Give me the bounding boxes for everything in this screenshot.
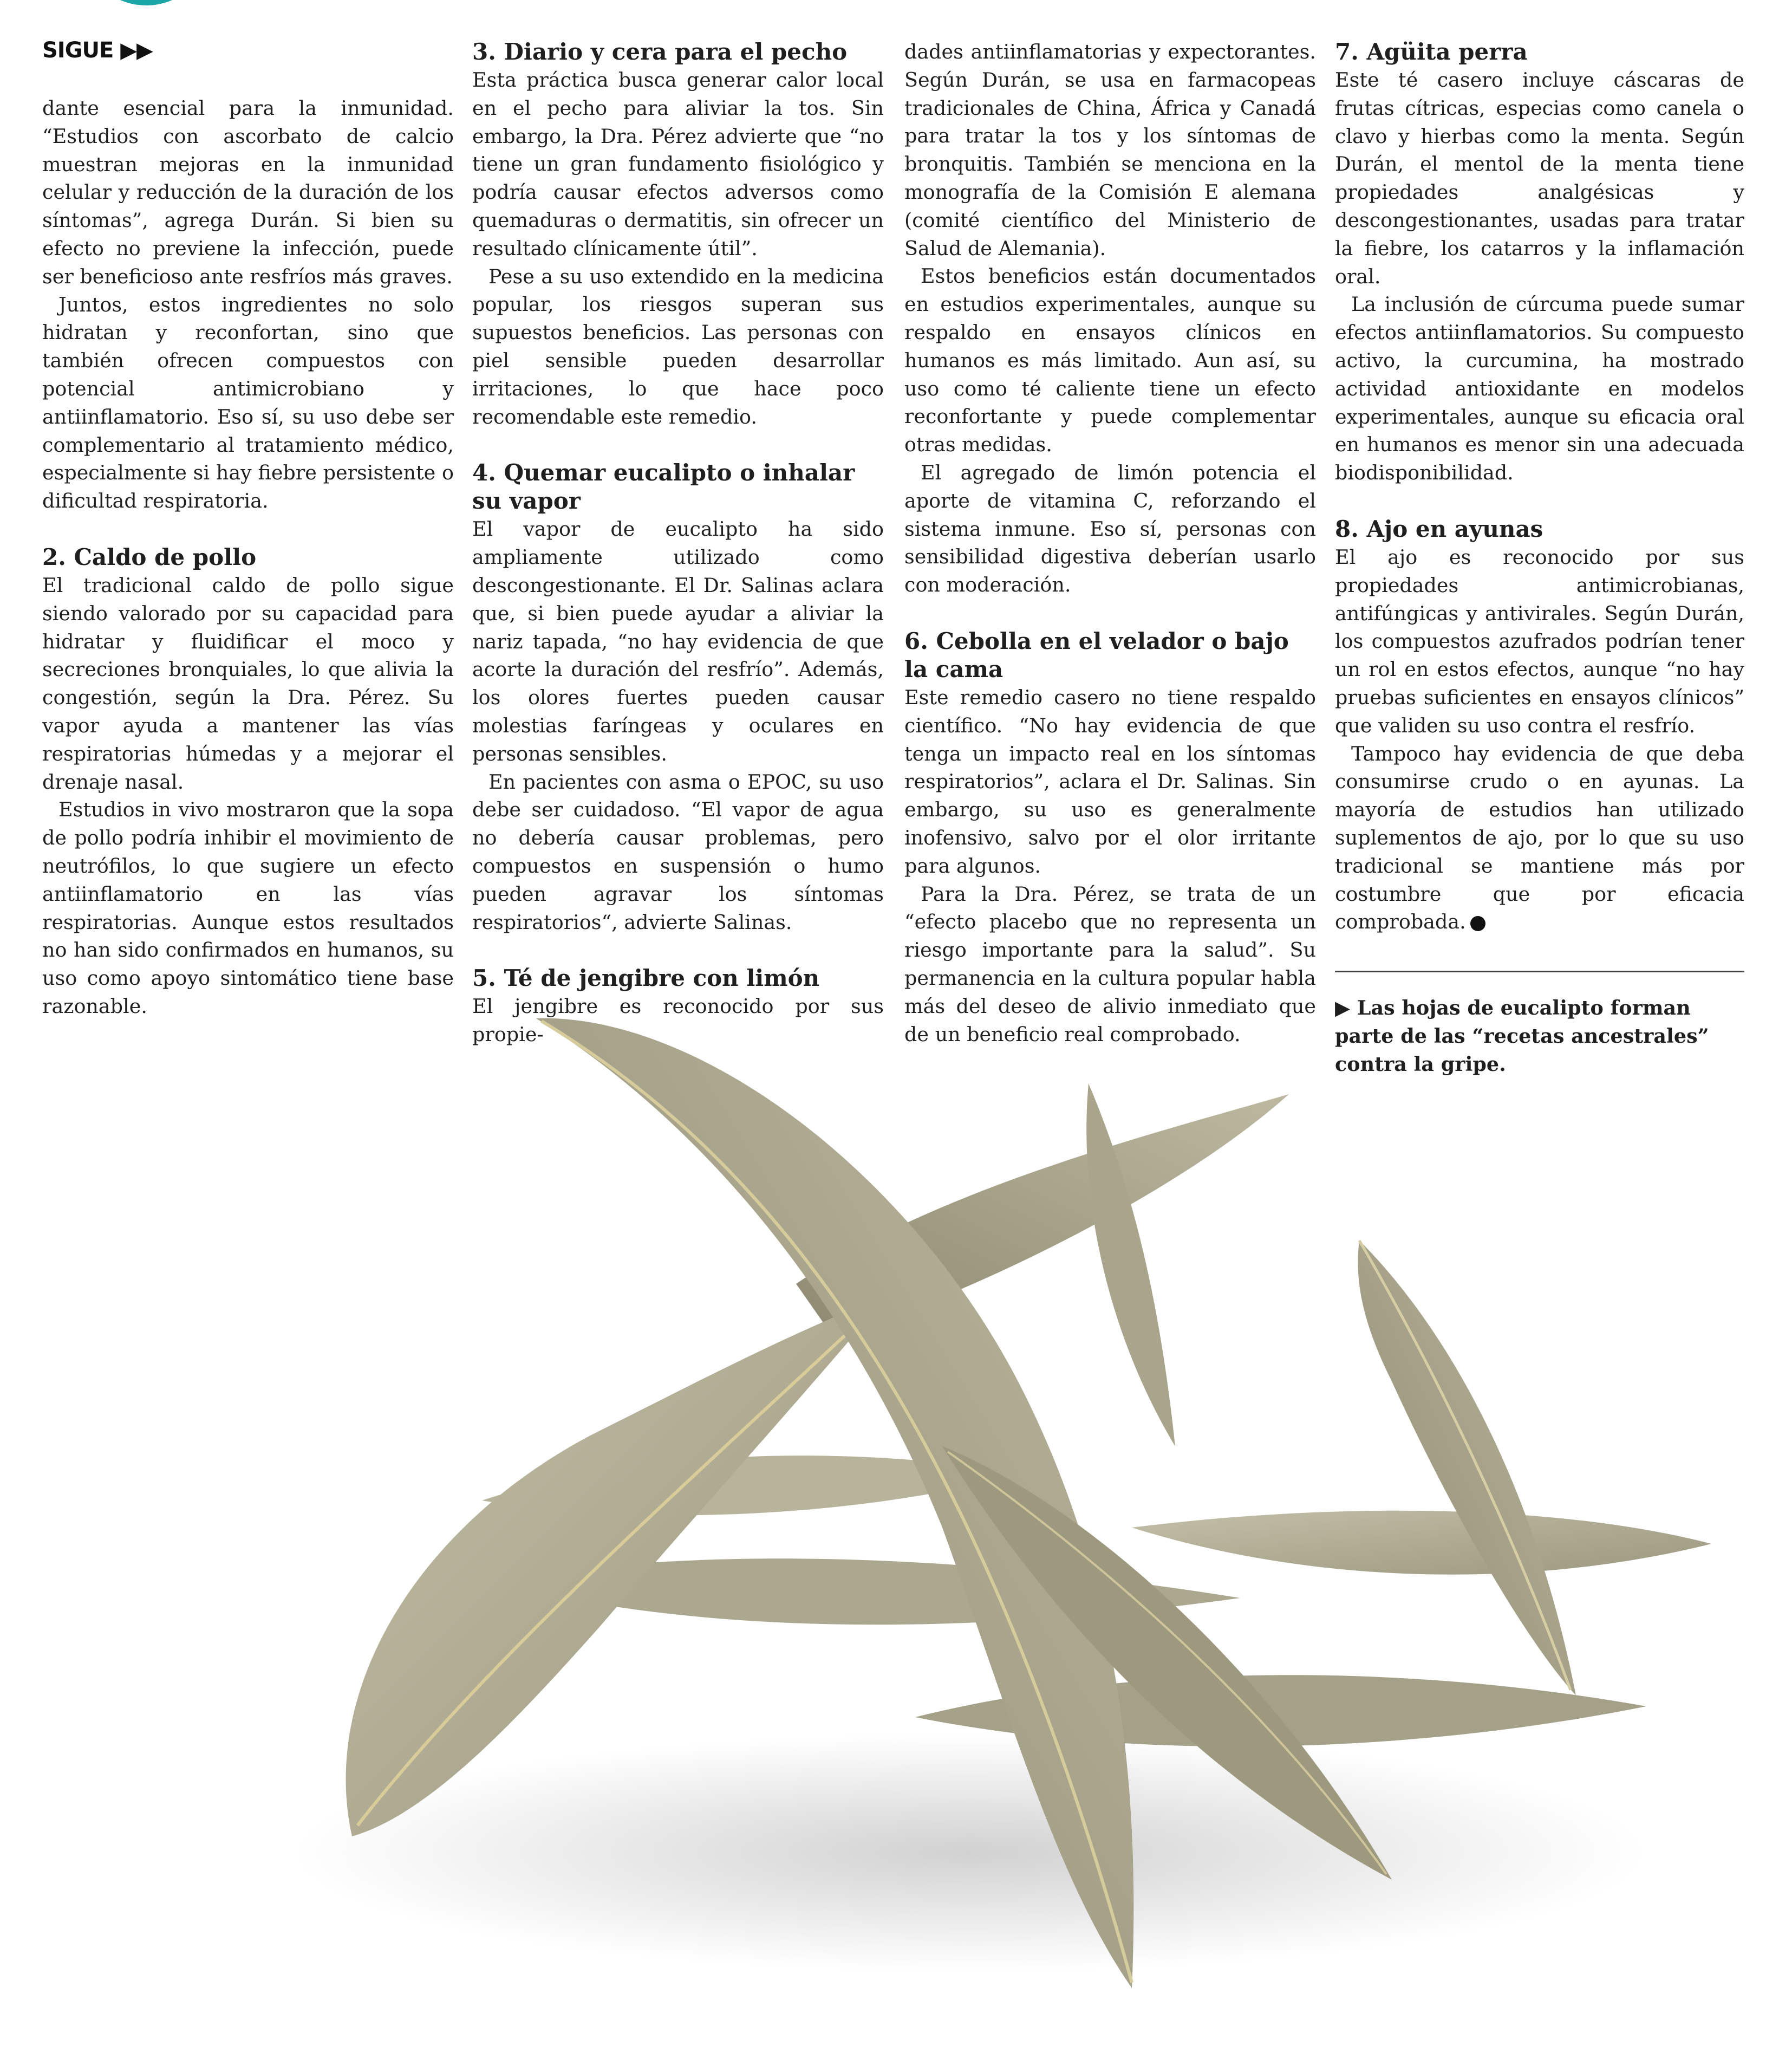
paragraph: El tradicional caldo de pollo sigue siendo valorado por su capacidad para hidratar y fluidificar el moco y secreciones bronquiales, lo que alivia la congestión, según la Dra. Pérez. Su vapor ayuda a mantener las vías respiratorias húmedas y a mejorar el drenaje nasal. [42,573,454,794]
paragraph: El jengibre es reconocido por sus propie- [472,995,884,1047]
paragraph: En pacientes con asma o EPOC, su uso debe ser cuidadoso. “El vapor de agua no debería causar problemas, pero compuestos en suspensión o humo pueden agravar los síntomas respiratorios“, advierte Salinas. [472,770,884,934]
article-column-3 [904,38,1316,1048]
paragraph: Estudios in vivo mostraron que la sopa de pollo podría inhibir el movimiento de neutrófilos, lo que sugiere un efecto antiinflamatorio en las vías respiratorias. Aunque estos resultados no han sido confirmados en humanos, su uso como apoyo sintomático tiene base razonable. [42,798,454,1018]
paragraph: Pese a su uso extendido en la medicina popular, los riesgos superan sus supuestos beneficios. Las personas con piel sensible pueden desarrollar irritaciones, lo que hace poco recomendable este remedio. [472,264,884,428]
paragraph: dante esencial para la inmunidad. “Estudios con ascorbato de calcio muestran mejoras en la inmunidad celular y reducción de la duración de los síntomas”, agrega Durán. Si bien su efecto no previene la infección, puede ser beneficioso ante resfríos más graves. [42,96,454,288]
paragraph: El ajo es reconocido por sus propiedades antimicrobianas, antifúngicas y antivirales. Según Durán, los compuestos azufrados podrían tener un rol en estos efectos, aunque “no hay pruebas suficientes en ensayos clínicos” que validen su uso contra el resfrío. [1335,545,1744,737]
article-column-1 [42,94,454,1021]
paragraph: Juntos, estos ingredientes no solo hidratan y reconfortan, sino que también ofrecen compuestos con potencial antimicrobiano y antiinflamatorio. Eso sí, su uso debe ser complementario al tratamiento médico, especialmente si hay fiebre persistente o dificultad respiratoria. [42,293,454,513]
section-accent-arc [81,0,211,5]
paragraph: Este remedio casero no tiene respaldo científico. “No hay evidencia de que tenga un impacto real en los síntomas respiratorios”, aclara el Dr. Salinas. Sin embargo, su uso es generalmente inofensivo, salvo por el olor irritante para algunos. [904,685,1316,878]
section-heading-cebolla: 6. Cebolla en el velador o bajo la cama [904,627,1289,683]
section-heading-ajo: 8. Ajo en ayunas [1335,515,1543,542]
paragraph: La inclusión de cúrcuma puede sumar efectos antiinflamatorios. Su compuesto activo, la curcumina, ha mostrado actividad antioxidante en modelos experimentales, aunque su eficacia oral en humanos es menor sin una adecuada biodisponibilidad. [1335,293,1744,485]
section-heading-eucalipto: 4. Quemar eucalipto o inhalar su vapor [472,459,855,515]
paragraph: El agregado de limón potencia el aporte de vitamina C, reforzando el sistema inmune. Eso sí, personas con sensibilidad digestiva deberían usarlo con moderación. [904,460,1316,597]
paragraph: Estos beneficios están documentados en estudios experimentales, aunque su respaldo en ensayos clínicos en humanos es más limitado. Aun así, su uso como té caliente tiene un efecto reconfortante y puede complementar otras medidas. [904,264,1316,457]
paragraph: Esta práctica busca generar calor local en el pecho para aliviar la tos. Sin embargo, la Dra. Pérez advierte que “no tiene un gran fundamento fisiológico y podría causar efectos adversos como quemaduras o dermatitis, sin ofrecer un resultado clínicamente útil”. [472,68,884,260]
eucalyptus-leaves-photo [211,959,1722,2031]
paragraph: Este té casero incluye cáscaras de frutas cítricas, especias como canela o clavo y hierbas como la menta. Según Durán, el mentol de la menta tiene propiedades analgésicas y descongestionantes, usadas para tratar la fiebre, los catarros y la inflamación oral. [1335,68,1744,288]
paragraph-text: Tampoco hay evidencia de que deba consumirse crudo o en ayunas. La mayoría de estudios han utilizado suplementos de ajo, por lo que su uso tradicional se mantiene más por costumbre que por eficacia comprobada. [1335,742,1744,934]
article-column-2 [472,38,884,1049]
end-of-article-icon [1470,916,1485,931]
paragraph: dades antiinflamatorias y expectorantes. Según Durán, se usa en farmacopeas tradicionales de China, África y Canadá para tratar la tos y los síntomas de bronquitis. También se menciona en la monografía de la Comisión E alemana (comité científico del Ministerio de Salud de Alemania). [904,40,1316,260]
continues-label: SIGUE ▶▶ [42,38,153,63]
section-heading-caldo: 2. Caldo de pollo [42,543,257,570]
section-heading-jengibre: 5. Té de jengibre con limón [472,965,820,992]
paragraph: El vapor de eucalipto ha sido ampliamente utilizado como descongestionante. El Dr. Salinas aclara que, si bien puede ayudar a aliviar la nariz tapada, “no hay evidencia de que acorte la duración del resfrío”. Además, los olores fuertes pueden causar molestias faríngeas y oculares en personas sensibles. [472,517,884,765]
section-heading-diario: 3. Diario y cera para el pecho [472,38,848,65]
paragraph-final [1335,740,1744,937]
paragraph: Para la Dra. Pérez, se trata de un “efecto placebo que no representa un riesgo importante para la salud”. Su permanencia en la cultura popular habla más del deseo de alivio inmediato que de un beneficio real comprobado. [904,882,1316,1046]
section-heading-aguita: 7. Agüita perra [1335,38,1528,65]
article-column-4 [1335,38,1744,1079]
photo-caption: ▶ Las hojas de eucalipto forman parte de las “recetas ancestrales” contra la gripe. [1335,996,1709,1076]
